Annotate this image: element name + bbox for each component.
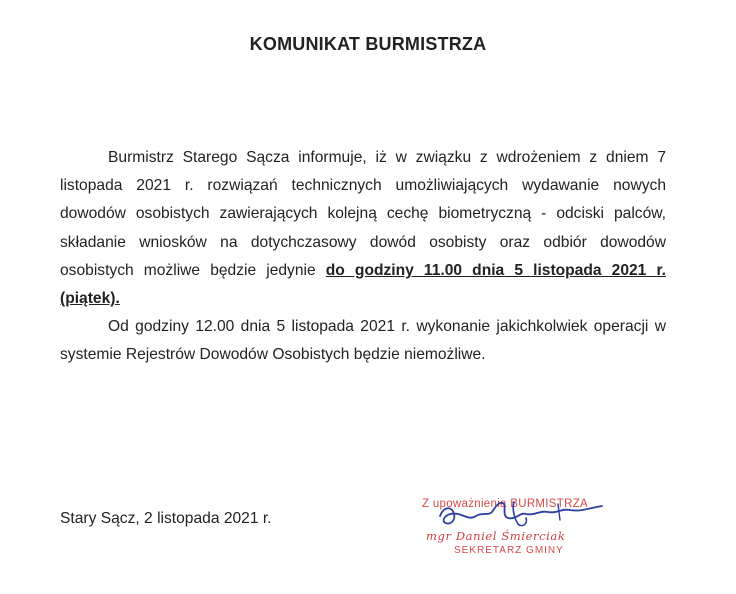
- deadline-emphasis: do godziny 11.00 dnia 5 listopada 2021 r. (piątek).: [60, 261, 666, 308]
- stamp-authorization-line: Z upoważnienia BURMISTRZA: [422, 498, 588, 510]
- stamp-signatory-name: mgr Daniel Śmierciak: [426, 529, 566, 543]
- paragraph-announcement-text: Burmistrz Starego Sącza informuje, iż w związku z wdrożeniem z dniem 7 listopada 2021 r. rozwiązań technicznych umożliwiających wydawanie nowych dowodów osobistych zawierających kolejną cechę biometryczną - odciski palców, składanie wniosków na dotychczasowy dowód osobisty oraz odbiór dowodów osobistych możliwe będzie jedynie: [60, 149, 666, 279]
- document-title: KOMUNIKAT BURMISTRZA: [249, 34, 487, 54]
- paragraph-announcement: [60, 144, 666, 313]
- official-stamp: [410, 492, 610, 572]
- place-and-date: Stary Sącz, 2 listopada 2021 r.: [60, 510, 272, 527]
- stamp-position: SEKRETARZ GMINY: [454, 545, 564, 556]
- document-body: [60, 144, 666, 370]
- paragraph-system-unavailable: Od godziny 12.00 dnia 5 listopada 2021 r. wykonanie jakichkolwiek operacji w systemie Rejestrów Dowodów Osobistych będzie niemożliwe.: [60, 318, 666, 364]
- handwritten-signature: [430, 494, 610, 534]
